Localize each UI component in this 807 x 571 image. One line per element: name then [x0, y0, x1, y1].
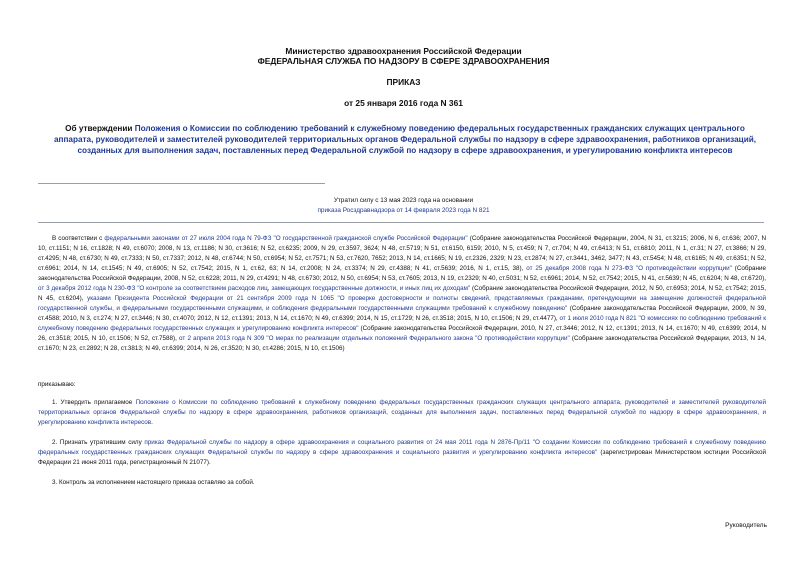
order-phrase: приказываю:	[38, 381, 76, 388]
document-date-number: от 25 января 2016 года N 361	[344, 98, 463, 108]
preamble-text: (Собрание законодательства Российской Федерации, 2009, N 39, ст.4588; 2010, N 3, ст.274; N 27, ст.3446; N 30, ст.4070; 2012, N 12, ст.1391; 2013, N 14, ст.1670; N 49, ст.6399; 2014, N 15, ст.1729; N 26, ст.3518; 2015, N 10, ст.1506; N 29, ст.4477),	[38, 305, 766, 322]
ministry-name: Министерство здравоохранения Российской Федерации	[285, 46, 522, 56]
item-text: 1. Утвердить прилагаемое	[52, 399, 136, 406]
document-title	[48, 123, 762, 156]
decree-1065-link[interactable]: указами Президента Российской Федерации от 21 сентября 2009 года N 1065 "О проверке достоверности и полноты сведений, представляемых гражданами, претендующими на замещение должностей федеральной государственной службы, и федеральными государственными служащими, и соблюдения федеральными государственными служащими требований к служебному поведению"	[38, 295, 766, 312]
law-273-fz-link[interactable]: от 25 декабря 2008 года N 273-ФЗ "О противодействии коррупции"	[526, 265, 732, 272]
document-type: ПРИКАЗ	[386, 77, 421, 87]
preamble-text: (Собрание законодательства Российской Федерации, 2012, N 50, ст.6953; 2014, N 52, ст.7542; 2015, N 45, ст.6204),	[38, 285, 766, 302]
decree-309-link[interactable]: от 2 апреля 2013 года N 309 "О мерах по реализации отдельных положений Федерального закона "О противодействии коррупции"	[179, 335, 570, 342]
long-divider	[38, 222, 764, 223]
preamble-paragraph	[38, 234, 766, 354]
preamble-text: (Собрание законодательства Российской Федерации, 2013, N 14, ст.1670; N 23, ст.2892; N 28, ст.3813; N 49, ст.6399; 2014, N 26, ст.3520; N 30, ст.4286; 2015, N 10, ст.1506)	[38, 335, 766, 352]
preamble-text: (Собрание законодательства Российской Федерации, 2004, N 31, ст.3215; 2006, N 6, ст.636; 2007, N 10, ст.1151; N 16, ст.1828; N 49, ст.6070; 2008, N 13, ст.1186; N 30, ст.3616; N 52, ст.6235; 2009, N 29, ст.3597, 3624; N 48, ст.5719; N 51, ст.6150, 6159; 2010, N 5, ст.459; N 7, ст.704; N 49, ст.6413; N 51, ст.6810; 2011, N 1, ст.31; N 27, ст.3866; N 29, ст.4295; N 48, ст.6730; N 49, ст.7333; N 50, ст.7337; 2012, N 48, ст.6744; N 50, ст.6954; N 52, ст.7571; N 53, ст.7620, 7652; 2013, N 14, ст.1665; N 19, ст.2326, 2329; N 23, ст.2874; N 27, ст.3441, 3462, 3477; N 43, ст.5454; N 48, ст.6165; N 49, ст.6351; N 52, ст.6961; 2014, N 14, ст.1545; N 49, ст.6905; N 52, ст.7542; 2015, N 1, ст.62, 63; N 14, ст.2008; N 24, ст.3374; N 29, ст.4388; N 41, ст.5639; 2016, N 1, ст.15, 38),	[38, 235, 767, 272]
preamble-text: (Собрание законодательства Российской Федерации, 2010, N 27, ст.3446; 2012, N 12, ст.1391; 2013, N 14, ст.1670; N 49, ст.6399; 2014, N 26, ст.3518; 2015, N 10, ст.1506; N 52, ст.7588),	[38, 325, 767, 342]
title-prefix: Об утверждении	[65, 124, 135, 133]
preamble-text: (Собрание законодательства Российской Федерации, 2008, N 52, ст.6228; 2011, N 29, ст.4291; N 48, ст.6730; 2012, N 50, ст.6954; N 53, ст.7605; 2013, N 19, ст.2329; N 40, ст.5031; N 52, ст.6961; 2014, N 52, ст.7542; 2015, N 41, ст.5639; N 45, ст.6204; N 48, ст.6720),	[38, 265, 767, 282]
title-regulation-link[interactable]: Положения о Комиссии по соблюдению требований к служебному поведению федеральных государственных гражданских служащих центрального аппарата, руководителей и заместителей руководителей территориальных органов Федеральной службы по надзору в сфере здравоохранения, работников организаций, созданных для выполнения задач, поставленных перед Федеральной службой по надзору в сфере здравоохранения, и урегулированию конфликта интересов	[53, 124, 757, 155]
service-name: ФЕДЕРАЛЬНАЯ СЛУЖБА ПО НАДЗОРУ В СФЕРЕ ЗДРАВООХРАНЕНИЯ	[257, 56, 550, 66]
signature-title: Руководитель	[725, 522, 767, 529]
order-item-2	[38, 438, 766, 468]
status-note: Утратил силу с 13 мая 2023 года на основании	[333, 197, 474, 204]
law-230-fz-link[interactable]: от 3 декабря 2012 года N 230-ФЗ "О контроле за соответствием расходов лиц, замещающих государственные должности, и иных лиц их доходам"	[38, 285, 471, 292]
regulation-link[interactable]: Положение о Комиссии по соблюдению требований к служебному поведению федеральных государственных гражданских служащих центрального аппарата, руководителей и заместителей руководителей территориальных органов Федеральной службы по надзору в сфере здравоохранения, работников организаций, созданных для выполнения задач, поставленных перед Федеральной службой по надзору в сфере здравоохранения, и урегулированию конфликта интересов	[38, 399, 766, 426]
law-79-fz-link[interactable]: федеральными законами от 27 июля 2004 года N 79-ФЗ "О государственной гражданской службе Российской Федерации"	[104, 235, 468, 242]
repeal-order-link[interactable]: приказа Росздравнадзора от 14 февраля 2023 года N 821	[317, 207, 490, 214]
decree-821-link[interactable]: от 1 июля 2010 года N 821 "О комиссиях по соблюдению требований к служебному поведению федеральных государственных служащих и урегулированию конфликта интересов"	[38, 315, 766, 332]
order-item-3: 3. Контроль за исполнением настоящего приказа оставляю за собой.	[52, 479, 255, 486]
short-divider	[38, 183, 325, 184]
repealed-order-link[interactable]: приказ Федеральной службы по надзору в сфере здравоохранения и социального развития от 24 мая 2011 года N 2876-Пр/11 "О создании Комиссии по соблюдению требований к служебному поведению федеральных государственных гражданских служащих Федеральной службы по надзору в сфере здравоохранения и социального развития и урегулированию конфликта интересов"	[38, 439, 766, 456]
item-text: 2. Признать утратившим силу	[52, 439, 145, 446]
item-text: (зарегистрирован Министерством юстиции Российской Федерации 21 июня 2011 года, регистрационный N 21077).	[38, 449, 766, 466]
preamble-text: В соответствии с	[52, 235, 105, 242]
item-text: .	[151, 419, 153, 426]
order-item-1	[38, 398, 766, 428]
